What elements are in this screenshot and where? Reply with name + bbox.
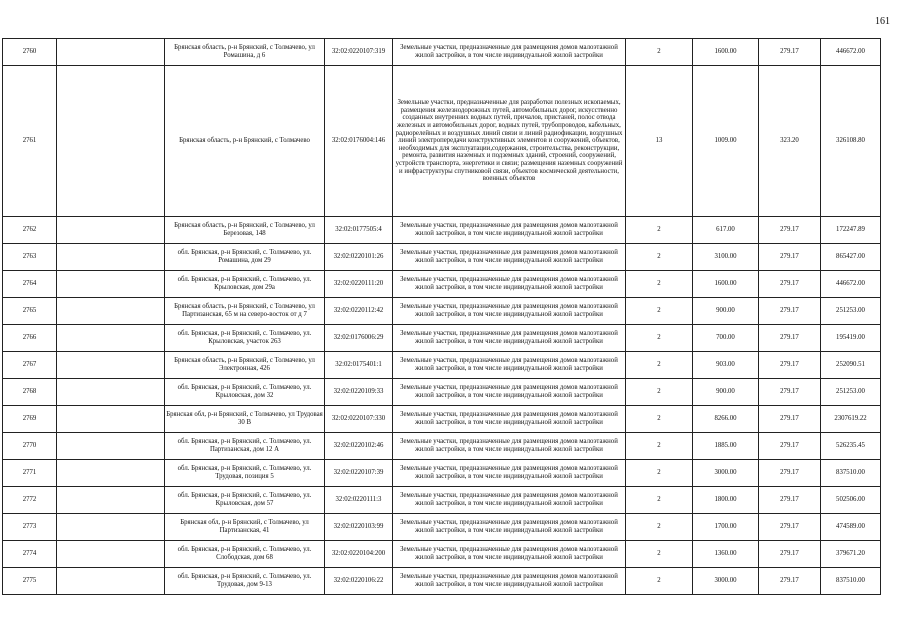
- land-use-cell: Земельные участки, предназначенные для размещения домов малоэтажной жилой застройки, в том числе индивидуальной жилой застройки: [393, 406, 626, 433]
- address-cell: обл. Брянская, р-н Брянский, с. Толмачево, ул. Ромашина, дом 29: [165, 244, 325, 271]
- blank-cell: [57, 66, 165, 217]
- cadastral-value-cell: 446672.00: [821, 271, 881, 298]
- area-cell: 617.00: [693, 217, 759, 244]
- cadastral-value-cell: 474589.00: [821, 514, 881, 541]
- table-row: [3, 271, 881, 298]
- blank-cell: [57, 298, 165, 325]
- blank-cell: [57, 460, 165, 487]
- rate-cell: 279.17: [759, 568, 821, 595]
- group-cell: 2: [626, 541, 693, 568]
- group-cell: 2: [626, 271, 693, 298]
- table-row: [3, 460, 881, 487]
- address-cell: обл. Брянская, р-н Брянский, с. Толмачево, ул. Крыловская, дом 32: [165, 379, 325, 406]
- area-cell: 1700.00: [693, 514, 759, 541]
- cadastral-value-cell: 2307619.22: [821, 406, 881, 433]
- table-row: [3, 568, 881, 595]
- row-number: 2775: [3, 568, 57, 595]
- rate-cell: 279.17: [759, 541, 821, 568]
- land-use-cell: Земельные участки, предназначенные для размещения домов малоэтажной жилой застройки, в том числе индивидуальной жилой застройки: [393, 325, 626, 352]
- cadastral-value-cell: 837510.00: [821, 568, 881, 595]
- address-cell: Брянская область, р-н Брянский, с Толмачево, ул Березовая, 148: [165, 217, 325, 244]
- area-cell: 1800.00: [693, 487, 759, 514]
- area-cell: 8266.00: [693, 406, 759, 433]
- cadastral-number-cell: 32:02:0220111:20: [325, 271, 393, 298]
- cadastral-number-cell: 32:02:0220101:26: [325, 244, 393, 271]
- area-cell: 1885.00: [693, 433, 759, 460]
- land-use-cell: Земельные участки, предназначенные для размещения домов малоэтажной жилой застройки, в том числе индивидуальной жилой застройки: [393, 298, 626, 325]
- row-number: 2774: [3, 541, 57, 568]
- area-cell: 903.00: [693, 352, 759, 379]
- cadastral-number-cell: 32:02:0220107:330: [325, 406, 393, 433]
- land-use-cell: Земельные участки, предназначенные для размещения домов малоэтажной жилой застройки, в том числе индивидуальной жилой застройки: [393, 568, 626, 595]
- area-cell: 1009.00: [693, 66, 759, 217]
- address-cell: Брянская область, р-н Брянский, с Толмачево, ул Партизанская, 65 м на северо-восток от д 7: [165, 298, 325, 325]
- group-cell: 13: [626, 66, 693, 217]
- cadastral-value-cell: 326108.80: [821, 66, 881, 217]
- cadastral-number-cell: 32:02:0175401:1: [325, 352, 393, 379]
- table-row: [3, 406, 881, 433]
- blank-cell: [57, 352, 165, 379]
- cadastral-value-cell: 251253.00: [821, 379, 881, 406]
- rate-cell: 279.17: [759, 460, 821, 487]
- blank-cell: [57, 39, 165, 66]
- cadastral-number-cell: 32:02:0220107:319: [325, 39, 393, 66]
- table-row: [3, 352, 881, 379]
- table-row: [3, 39, 881, 66]
- cadastral-value-cell: 837510.00: [821, 460, 881, 487]
- cadastral-value-cell: 379671.20: [821, 541, 881, 568]
- blank-cell: [57, 379, 165, 406]
- rate-cell: 279.17: [759, 217, 821, 244]
- cadastral-value-cell: 252090.51: [821, 352, 881, 379]
- cadastral-number-cell: 32:02:0177505:4: [325, 217, 393, 244]
- blank-cell: [57, 271, 165, 298]
- land-use-cell: Земельные участки, предназначенные для размещения домов малоэтажной жилой застройки, в том числе индивидуальной жилой застройки: [393, 514, 626, 541]
- cadastral-number-cell: 32:02:0220102:46: [325, 433, 393, 460]
- row-number: 2762: [3, 217, 57, 244]
- cadastral-number-cell: 32:02:0220107:39: [325, 460, 393, 487]
- area-cell: 700.00: [693, 325, 759, 352]
- address-cell: обл. Брянская, р-н Брянский, с. Толмачево, ул. Трудовая, позиция 5: [165, 460, 325, 487]
- page-number: 161: [875, 16, 890, 27]
- blank-cell: [57, 244, 165, 271]
- row-number: 2769: [3, 406, 57, 433]
- row-number: 2766: [3, 325, 57, 352]
- group-cell: 2: [626, 244, 693, 271]
- address-cell: обл. Брянская, р-н Брянский, с. Толмачево, ул. Слободская, дом 68: [165, 541, 325, 568]
- area-cell: 3000.00: [693, 568, 759, 595]
- table-row: [3, 514, 881, 541]
- table-row: [3, 298, 881, 325]
- address-cell: Брянская область, р-н Брянский, с Толмачево, ул Электронная, 426: [165, 352, 325, 379]
- address-cell: обл. Брянская, р-н Брянский, с. Толмачево, ул. Крыловская, участок 263: [165, 325, 325, 352]
- address-cell: обл. Брянская, р-н Брянский, с. Толмачево, ул. Крыловская, дом 57: [165, 487, 325, 514]
- area-cell: 1360.00: [693, 541, 759, 568]
- row-number: 2760: [3, 39, 57, 66]
- land-registry-table: [2, 38, 881, 595]
- blank-cell: [57, 487, 165, 514]
- land-use-cell: Земельные участки, предназначенные для разработки полезных ископаемых, размещения железнодорожных путей, автомобильных дорог, искусственно созданных внутренних водных путей, причалов, пристаней, полос отвода железных и автомобильных дорог, водных путей, трубопроводов, кабельных, радиорелейных и воздушных линий связи и линий радиофикации, воздушных линий электропередачи конструктивных элементов и сооружений, объектов, необходимых для эксплуатации,содержания, строительства, реконструкции, ремонта, развития наземных и подземных зданий, строений, сооружений, устройств транспорта, энергетики и связи; размещения наземных сооружений и инфраструктуры спутниковой связи, объектов космической деятельности, военных объектов: [393, 66, 626, 217]
- area-cell: 3100.00: [693, 244, 759, 271]
- row-number: 2763: [3, 244, 57, 271]
- cadastral-value-cell: 251253.00: [821, 298, 881, 325]
- cadastral-number-cell: 32:02:0220111:3: [325, 487, 393, 514]
- group-cell: 2: [626, 325, 693, 352]
- rate-cell: 279.17: [759, 244, 821, 271]
- group-cell: 2: [626, 460, 693, 487]
- rate-cell: 279.17: [759, 352, 821, 379]
- land-use-cell: Земельные участки, предназначенные для размещения домов малоэтажной жилой застройки, в том числе индивидуальной жилой застройки: [393, 541, 626, 568]
- address-cell: Брянская обл, р-н Брянский, с Толмачево, ул Трудовая 30 В: [165, 406, 325, 433]
- group-cell: 2: [626, 298, 693, 325]
- area-cell: 1600.00: [693, 39, 759, 66]
- cadastral-value-cell: 195419.00: [821, 325, 881, 352]
- rate-cell: 279.17: [759, 433, 821, 460]
- cadastral-number-cell: 32:02:0220106:22: [325, 568, 393, 595]
- address-cell: Брянская область, р-н Брянский, с Толмачево: [165, 66, 325, 217]
- group-cell: 2: [626, 514, 693, 541]
- cadastral-number-cell: 32:02:0220104:200: [325, 541, 393, 568]
- table-row: [3, 244, 881, 271]
- rate-cell: 279.17: [759, 325, 821, 352]
- cadastral-number-cell: 32:02:0220103:99: [325, 514, 393, 541]
- row-number: 2765: [3, 298, 57, 325]
- group-cell: 2: [626, 433, 693, 460]
- land-use-cell: Земельные участки, предназначенные для размещения домов малоэтажной жилой застройки, в том числе индивидуальной жилой застройки: [393, 487, 626, 514]
- area-cell: 3000.00: [693, 460, 759, 487]
- address-cell: обл. Брянская, р-н Брянский, с. Толмачево, ул. Партизанская, дом 12 А: [165, 433, 325, 460]
- address-cell: Брянская область, р-н Брянский, с Толмачево, ул Ромашина, д 6: [165, 39, 325, 66]
- blank-cell: [57, 406, 165, 433]
- rate-cell: 279.17: [759, 487, 821, 514]
- group-cell: 2: [626, 406, 693, 433]
- land-use-cell: Земельные участки, предназначенные для размещения домов малоэтажной жилой застройки, в том числе индивидуальной жилой застройки: [393, 352, 626, 379]
- rate-cell: 279.17: [759, 379, 821, 406]
- land-use-cell: Земельные участки, предназначенные для размещения домов малоэтажной жилой застройки, в том числе индивидуальной жилой застройки: [393, 217, 626, 244]
- row-number: 2772: [3, 487, 57, 514]
- row-number: 2764: [3, 271, 57, 298]
- group-cell: 2: [626, 217, 693, 244]
- table-row: [3, 541, 881, 568]
- address-cell: обл. Брянская, р-н Брянский, с. Толмачево, ул. Трудовая, дом 9-13: [165, 568, 325, 595]
- cadastral-value-cell: 865427.00: [821, 244, 881, 271]
- table-row: [3, 66, 881, 217]
- table-row: [3, 487, 881, 514]
- row-number: 2773: [3, 514, 57, 541]
- blank-cell: [57, 217, 165, 244]
- address-cell: обл. Брянская, р-н Брянский, с. Толмачево, ул. Крыловская, дом 29а: [165, 271, 325, 298]
- blank-cell: [57, 433, 165, 460]
- land-use-cell: Земельные участки, предназначенные для размещения домов малоэтажной жилой застройки, в том числе индивидуальной жилой застройки: [393, 379, 626, 406]
- cadastral-number-cell: 32:02:0220112:42: [325, 298, 393, 325]
- blank-cell: [57, 325, 165, 352]
- cadastral-value-cell: 502506.00: [821, 487, 881, 514]
- group-cell: 2: [626, 379, 693, 406]
- group-cell: 2: [626, 352, 693, 379]
- cadastral-number-cell: 32:02:0220109:33: [325, 379, 393, 406]
- rate-cell: 279.17: [759, 271, 821, 298]
- land-use-cell: Земельные участки, предназначенные для размещения домов малоэтажной жилой застройки, в том числе индивидуальной жилой застройки: [393, 244, 626, 271]
- row-number: 2771: [3, 460, 57, 487]
- cadastral-number-cell: 32:02:0176006:29: [325, 325, 393, 352]
- cadastral-value-cell: 526235.45: [821, 433, 881, 460]
- cadastral-value-cell: 172247.89: [821, 217, 881, 244]
- area-cell: 900.00: [693, 379, 759, 406]
- row-number: 2770: [3, 433, 57, 460]
- table-row: [3, 217, 881, 244]
- address-cell: Брянская обл, р-н Брянский, с Толмачево, ул Партизанская, 41: [165, 514, 325, 541]
- land-use-cell: Земельные участки, предназначенные для размещения домов малоэтажной жилой застройки, в том числе индивидуальной жилой застройки: [393, 433, 626, 460]
- area-cell: 1600.00: [693, 271, 759, 298]
- row-number: 2767: [3, 352, 57, 379]
- rate-cell: 279.17: [759, 298, 821, 325]
- rate-cell: 323.20: [759, 66, 821, 217]
- blank-cell: [57, 541, 165, 568]
- group-cell: 2: [626, 39, 693, 66]
- area-cell: 900.00: [693, 298, 759, 325]
- table-row: [3, 433, 881, 460]
- rate-cell: 279.17: [759, 514, 821, 541]
- blank-cell: [57, 514, 165, 541]
- blank-cell: [57, 568, 165, 595]
- cadastral-number-cell: 32:02:0176004:146: [325, 66, 393, 217]
- rate-cell: 279.17: [759, 39, 821, 66]
- group-cell: 2: [626, 568, 693, 595]
- row-number: 2768: [3, 379, 57, 406]
- table-row: [3, 379, 881, 406]
- rate-cell: 279.17: [759, 406, 821, 433]
- table-row: [3, 325, 881, 352]
- land-use-cell: Земельные участки, предназначенные для размещения домов малоэтажной жилой застройки, в том числе индивидуальной жилой застройки: [393, 460, 626, 487]
- land-use-cell: Земельные участки, предназначенные для размещения домов малоэтажной жилой застройки, в том числе индивидуальной жилой застройки: [393, 271, 626, 298]
- group-cell: 2: [626, 487, 693, 514]
- cadastral-value-cell: 446672.00: [821, 39, 881, 66]
- row-number: 2761: [3, 66, 57, 217]
- land-use-cell: Земельные участки, предназначенные для размещения домов малоэтажной жилой застройки, в том числе индивидуальной жилой застройки: [393, 39, 626, 66]
